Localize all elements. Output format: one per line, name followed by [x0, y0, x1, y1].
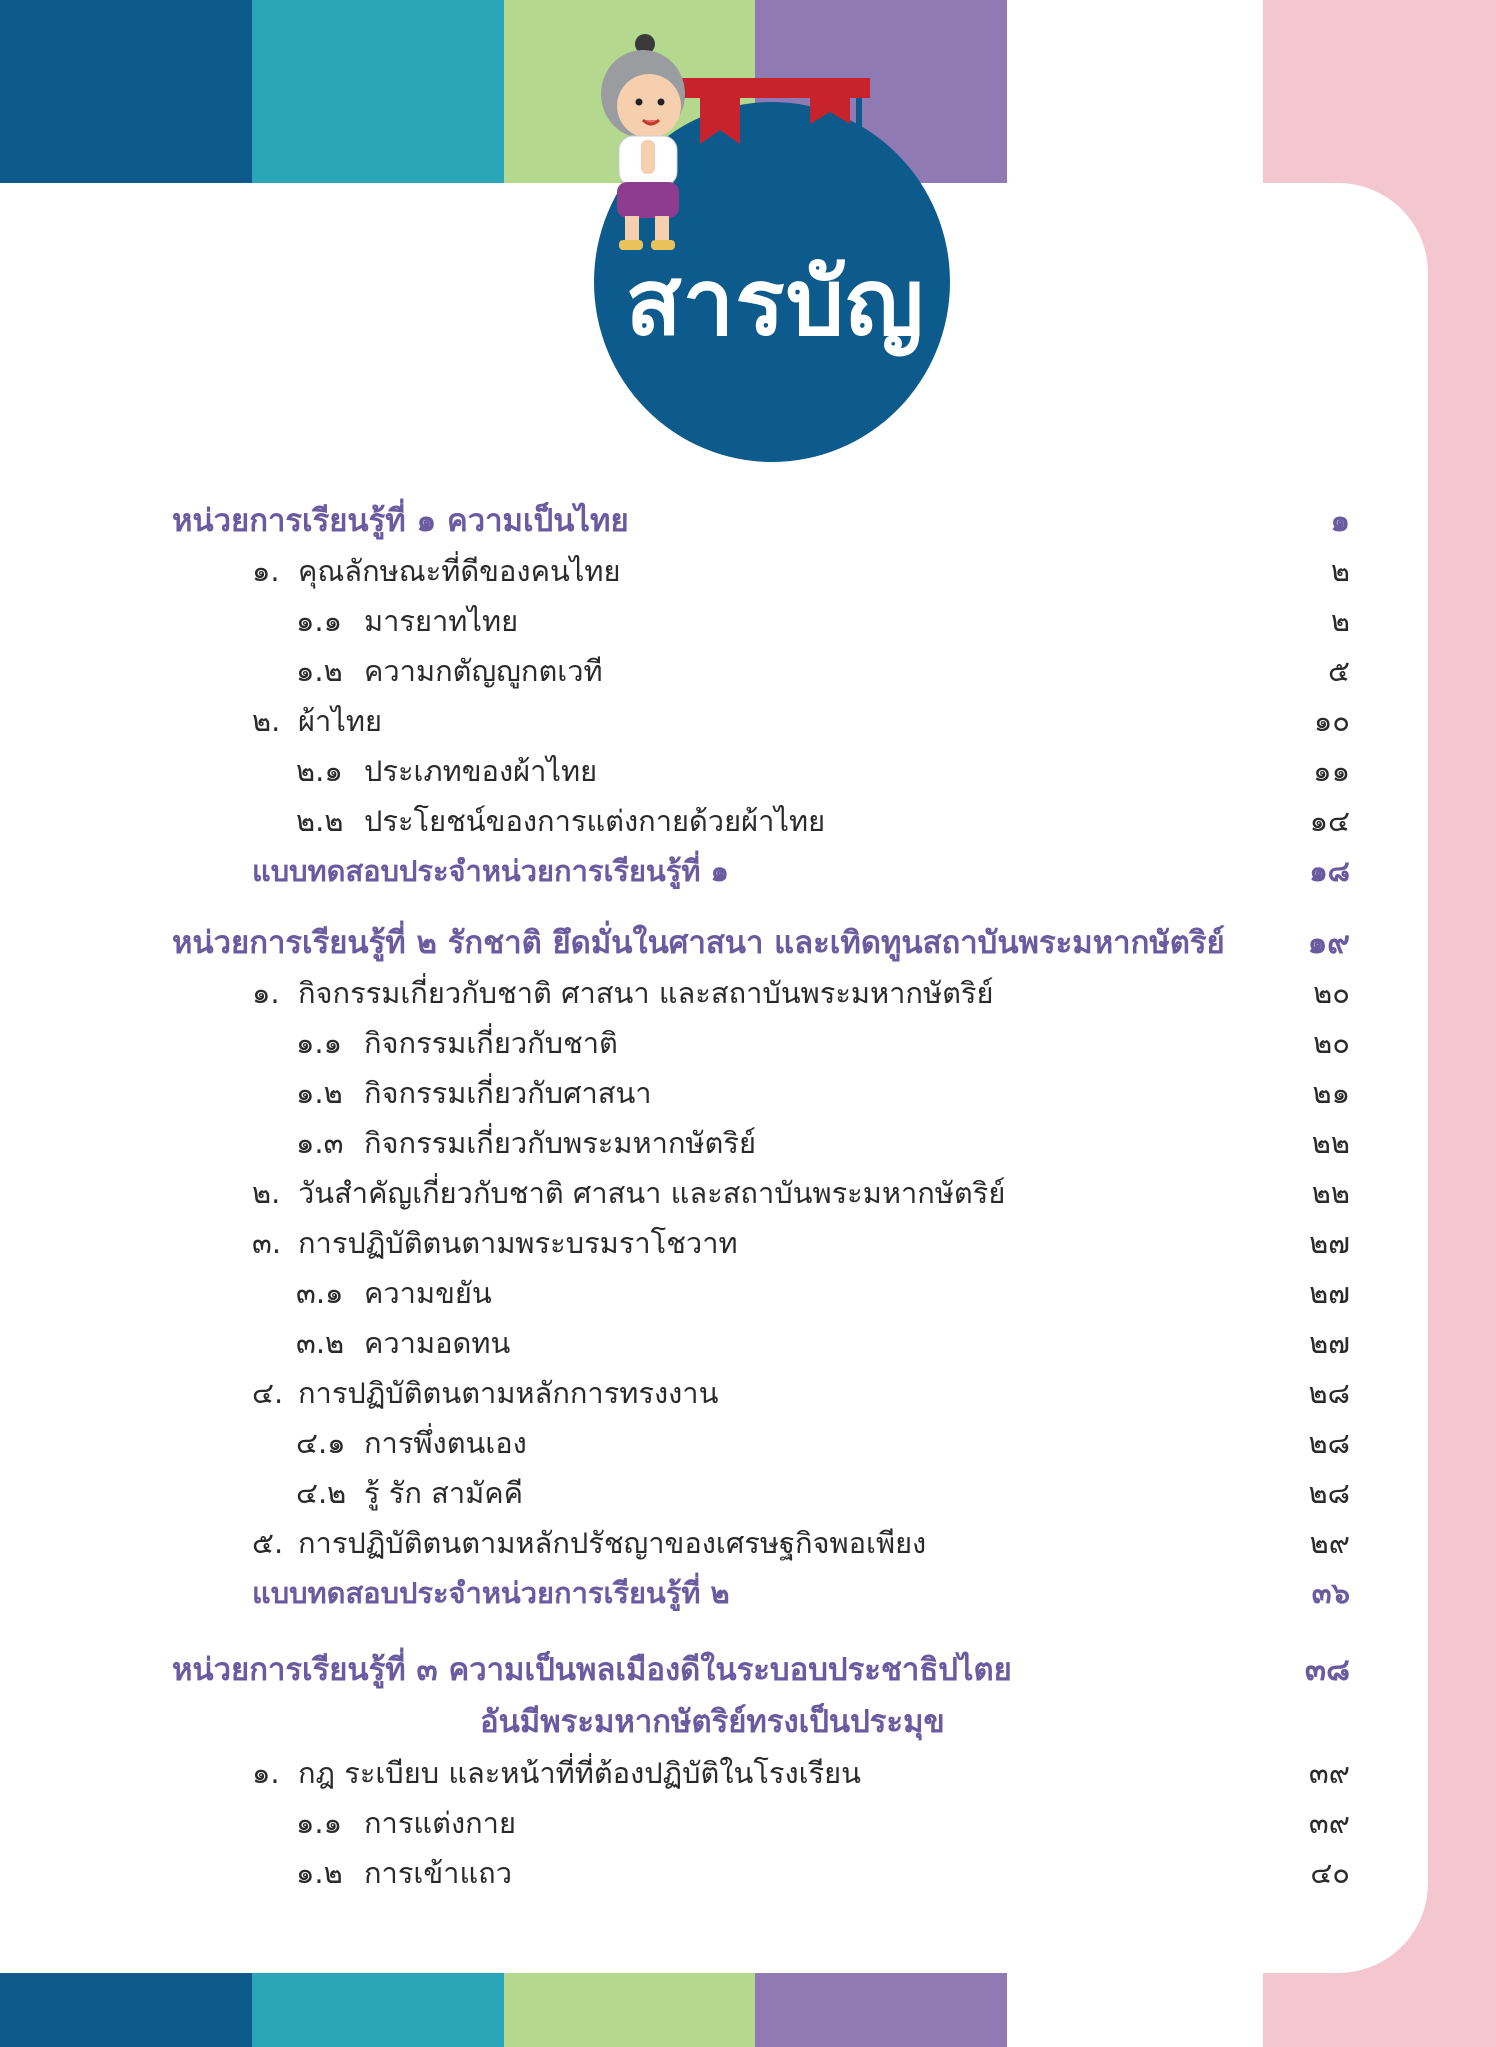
band-segment-purple [755, 1973, 1007, 2047]
toc-subsection-number: ๒.๒ [296, 804, 344, 838]
toc-section-number: ๔. [252, 1376, 284, 1410]
toc-section-title: คุณลักษณะที่ดีของคนไทย [298, 554, 621, 588]
toc-subsection-label [296, 1798, 516, 1848]
toc-page-number: ๒๐ [1313, 976, 1350, 1010]
toc-subsection-title: มารยาทไทย [364, 604, 519, 638]
toc-subsection-title: การเข้าแถว [364, 1856, 512, 1890]
toc-subsection[interactable] [0, 1068, 1496, 1118]
toc-subsection-number: ๓.๒ [296, 1326, 345, 1360]
toc-subsection-title: รู้ รัก สามัคคี [364, 1476, 524, 1510]
toc-section-title: ผ้าไทย [298, 704, 382, 738]
toc-subsection-number: ๔.๑ [296, 1426, 346, 1460]
toc-page-number: ๒๗ [1309, 1276, 1350, 1310]
band-segment-blue [0, 0, 252, 183]
toc-quiz-label: แบบทดสอบประจำหน่วยการเรียนรู้ที่ ๑ [252, 854, 729, 888]
toc-section-title: วันสำคัญเกี่ยวกับชาติ ศาสนา และสถาบันพระมหากษัตริย์ [298, 1176, 1006, 1210]
toc-section[interactable] [0, 968, 1496, 1018]
toc-subsection[interactable] [0, 1848, 1496, 1898]
toc-section-title: การปฏิบัติตนตามหลักการทรงงาน [298, 1376, 719, 1410]
toc-section-number: ๓. [252, 1226, 282, 1260]
toc-subsection[interactable] [0, 1418, 1496, 1468]
toc-subsection-number: ๔.๒ [296, 1476, 347, 1510]
toc-section-label [252, 696, 382, 746]
toc-unit-label: หน่วยการเรียนรู้ที่ ๓ ความเป็นพลเมืองดีในระบอบประชาธิปไตย [172, 1652, 1012, 1688]
toc-page-number: ๒๑ [1312, 1076, 1350, 1110]
toc-subsection-title: ความกตัญญูกตเวที [364, 654, 603, 688]
toc-section[interactable] [0, 1168, 1496, 1218]
toc-subsection-number: ๑.๒ [296, 654, 343, 688]
toc-section-title: การปฏิบัติตนตามหลักปรัชญาของเศรษฐกิจพอเพียง [298, 1526, 927, 1560]
toc-unit-label: หน่วยการเรียนรู้ที่ ๑ ความเป็นไทย [172, 503, 629, 539]
toc-subsection-number: ๓.๑ [296, 1276, 344, 1310]
toc-subsection[interactable] [0, 1268, 1496, 1318]
toc-subsection-number: ๑.๒ [296, 1076, 343, 1110]
toc-section-number: ๕. [252, 1526, 284, 1560]
toc-unit-label-continued: อันมีพระมหากษัตริย์ทรงเป็นประมุข [480, 1704, 945, 1740]
toc-page-number: ๓๙ [1308, 1806, 1350, 1840]
toc-section[interactable] [0, 1218, 1496, 1268]
toc-section[interactable] [0, 1368, 1496, 1418]
toc-subsection[interactable] [0, 1018, 1496, 1068]
toc-section-label [252, 1168, 1005, 1218]
toc-subsection-number: ๑.๑ [296, 604, 343, 638]
toc-page-number: ๒๘ [1308, 1426, 1350, 1460]
toc-subsection-title: กิจกรรมเกี่ยวกับพระมหากษัตริย์ [364, 1126, 756, 1160]
toc-subsection[interactable] [0, 1798, 1496, 1848]
toc-page-number: ๒๘ [1308, 1376, 1350, 1410]
toc-unit-heading[interactable] [0, 918, 1496, 968]
toc-subsection[interactable] [0, 1468, 1496, 1518]
toc-unit-heading[interactable] [0, 1645, 1496, 1695]
toc-page-number: ๒๙ [1309, 1526, 1350, 1560]
toc-subsection-label [296, 1118, 756, 1168]
toc-subsection-number: ๑.๒ [296, 1856, 343, 1890]
toc-page-number: ๒ [1330, 604, 1350, 638]
toc-section-title: การปฏิบัติตนตามพระบรมราโชวาท [298, 1226, 738, 1260]
toc-subsection-title: ประเภทของผ้าไทย [364, 754, 598, 788]
toc-unit-quiz[interactable] [0, 846, 1496, 896]
toc-subsection[interactable] [0, 746, 1496, 796]
toc-subsection-label [296, 1418, 527, 1468]
toc-quiz-label: แบบทดสอบประจำหน่วยการเรียนรู้ที่ ๒ [252, 1576, 730, 1610]
toc-page-number: ๑ [1330, 503, 1350, 539]
band-segment-teal [252, 1973, 504, 2047]
page-title: สารบัญ [625, 249, 925, 356]
bottom-color-band [0, 1973, 1007, 2047]
toc-subsection-label [296, 646, 603, 696]
toc-page-number: ๒๗ [1309, 1226, 1350, 1260]
band-segment-blue [0, 1973, 252, 2047]
toc-subsection-number: ๑.๑ [296, 1806, 343, 1840]
toc-page-number: ๓๘ [1304, 1652, 1350, 1688]
toc-section-number: ๑. [252, 554, 280, 588]
toc-section-number: ๒. [252, 1176, 281, 1210]
toc-subsection-title: กิจกรรมเกี่ยวกับศาสนา [364, 1076, 652, 1110]
toc-subsection-title: ประโยชน์ของการแต่งกายด้วยผ้าไทย [364, 804, 826, 838]
toc-section[interactable] [0, 1748, 1496, 1798]
toc-page-number: ๒๗ [1309, 1326, 1350, 1360]
toc-page-number: ๑๐ [1313, 704, 1350, 738]
toc-subsection-title: กิจกรรมเกี่ยวกับชาติ [364, 1026, 618, 1060]
toc-subsection-title: ความขยัน [364, 1276, 492, 1310]
toc-section-label [252, 968, 994, 1018]
toc-page-number: ๑๑ [1313, 754, 1350, 788]
toc-section-label [252, 1518, 926, 1568]
toc-page-number: ๕ [1328, 654, 1350, 688]
toc-subsection-number: ๑.๓ [296, 1126, 344, 1160]
toc-page-number: ๓๙ [1308, 1756, 1350, 1790]
toc-subsection-title: การแต่งกาย [364, 1806, 516, 1840]
toc-page-number: ๓๖ [1311, 1576, 1350, 1610]
toc-section-number: ๒. [252, 704, 281, 738]
toc-subsection-label [296, 796, 825, 846]
toc-page-number: ๑๔ [1309, 804, 1350, 838]
toc-page-number: ๑๙ [1307, 925, 1350, 961]
toc-subsection-label [296, 1468, 523, 1518]
toc-subsection-label [296, 1068, 652, 1118]
toc-subsection-title: การพึ่งตนเอง [364, 1426, 527, 1460]
toc-page-number: ๒ [1330, 554, 1350, 588]
toc-subsection-label [296, 746, 597, 796]
toc-subsection-label [296, 1848, 512, 1898]
toc-subsection-label [296, 1318, 510, 1368]
toc-section[interactable] [0, 1518, 1496, 1568]
toc-section-label [252, 546, 621, 596]
toc-subsection-label [296, 1018, 618, 1068]
toc-subsection[interactable] [0, 596, 1496, 646]
toc-subsection-title: ความอดทน [364, 1326, 511, 1360]
toc-page-number: ๒๒ [1311, 1126, 1350, 1160]
toc-section-label [252, 1218, 738, 1268]
toc-subsection[interactable] [0, 646, 1496, 696]
toc-section-label [252, 1748, 861, 1798]
toc-subsection[interactable] [0, 1118, 1496, 1168]
toc-unit-quiz[interactable] [0, 1568, 1496, 1618]
toc-subsection-label [296, 596, 518, 646]
toc-section-number: ๑. [252, 976, 280, 1010]
toc-subsection-label [296, 1268, 492, 1318]
toc-section[interactable] [0, 696, 1496, 746]
toc-section[interactable] [0, 546, 1496, 596]
toc-page-number: ๑๘ [1309, 854, 1350, 888]
toc-page-number: ๒๘ [1308, 1476, 1350, 1510]
toc-section-title: กฎ ระเบียบ และหน้าที่ที่ต้องปฏิบัติในโรงเรียน [298, 1756, 861, 1790]
band-segment-teal [252, 0, 504, 183]
toc-subsection-number: ๒.๑ [296, 754, 343, 788]
toc-section-title: กิจกรรมเกี่ยวกับชาติ ศาสนา และสถาบันพระมหากษัตริย์ [298, 976, 994, 1010]
toc-section-label [252, 1368, 718, 1418]
band-segment-green [504, 1973, 756, 2047]
toc-unit-heading[interactable] [0, 496, 1496, 546]
toc-page-number: ๒๒ [1311, 1176, 1350, 1210]
toc-subsection[interactable] [0, 1318, 1496, 1368]
toc-subsection-number: ๑.๑ [296, 1026, 343, 1060]
toc-page-number: ๔๐ [1310, 1856, 1350, 1890]
toc-unit-label: หน่วยการเรียนรู้ที่ ๒ รักชาติ ยึดมั่นในศาสนา และเทิดทูนสถาบันพระมหากษัตริย์ [172, 925, 1225, 961]
toc-page-number: ๒๐ [1313, 1026, 1350, 1060]
toc-subsection[interactable] [0, 796, 1496, 846]
toc-section-number: ๑. [252, 1756, 280, 1790]
